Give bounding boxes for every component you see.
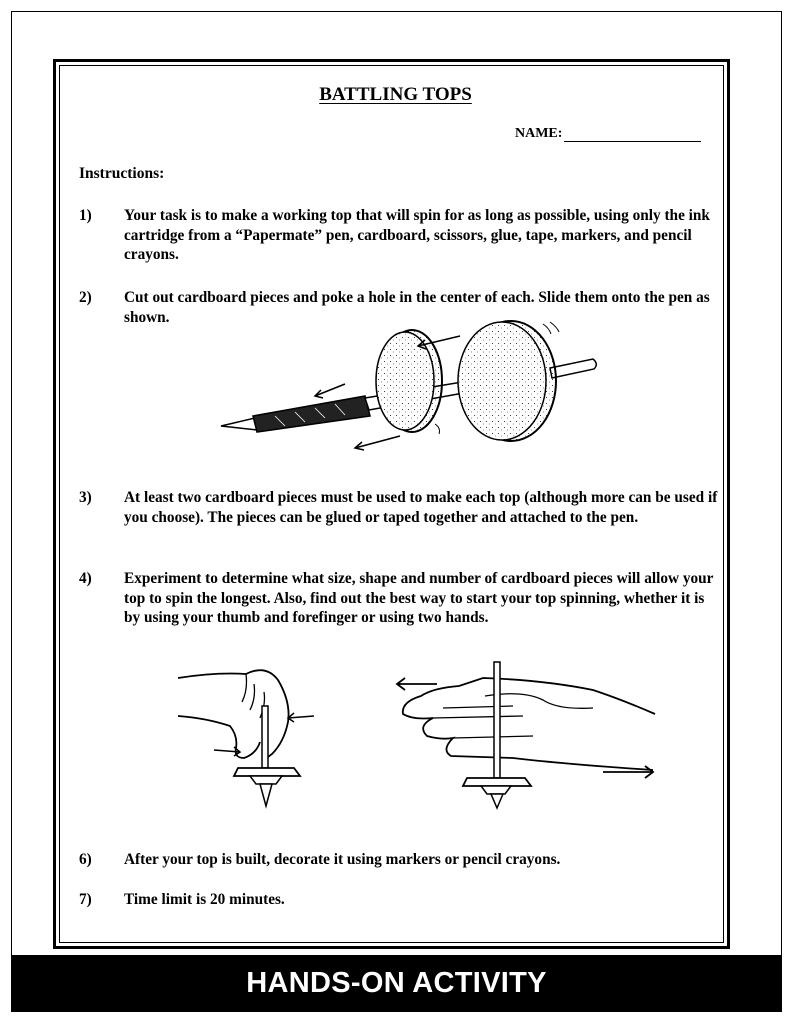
step-number: 1)	[79, 207, 92, 224]
step-number: 2)	[79, 289, 92, 306]
name-field	[515, 126, 701, 142]
footer-banner	[11, 955, 782, 1012]
step-text: Time limit is 20 minutes.	[124, 891, 285, 908]
step-text: Cut out cardboard pieces and poke a hole in the center of each. Slide them onto the pen as shown.	[124, 289, 710, 326]
step-text: At least two cardboard pieces must be used to make each top (although more can be used if you choose). The pieces can be glued or taped together and attached to the pen.	[124, 489, 718, 526]
step-text: Your task is to make a working top that will spin for as long as possible, using only the ink cartridge from a “Papermate” pen, cardboard, scissors, glue, tape, markers, and pencil crayons.	[124, 207, 710, 263]
step-text: After your top is built, decorate it using markers or pencil crayons.	[124, 851, 561, 868]
two-hands-spin-illustration	[393, 660, 663, 810]
pen-and-discs-illustration	[215, 318, 605, 458]
step-number: 3)	[79, 489, 92, 506]
thumb-forefinger-spin-illustration	[176, 662, 326, 812]
worksheet-title: BATTLING TOPS	[319, 84, 472, 105]
step-number: 6)	[79, 851, 92, 868]
instructions-heading: Instructions:	[79, 165, 165, 182]
name-blank-line	[564, 127, 701, 142]
step-text: Experiment to determine what size, shape and number of cardboard pieces will allow your top to spin the longest. Also, find out the best way to start your top spinning, whether it is by using your thumb and forefinger or using two hands.	[124, 570, 714, 626]
footer-label: HANDS-ON ACTIVITY	[246, 967, 547, 999]
name-label: NAME:	[515, 126, 563, 141]
step-number: 4)	[79, 570, 92, 587]
step-number: 7)	[79, 891, 92, 908]
